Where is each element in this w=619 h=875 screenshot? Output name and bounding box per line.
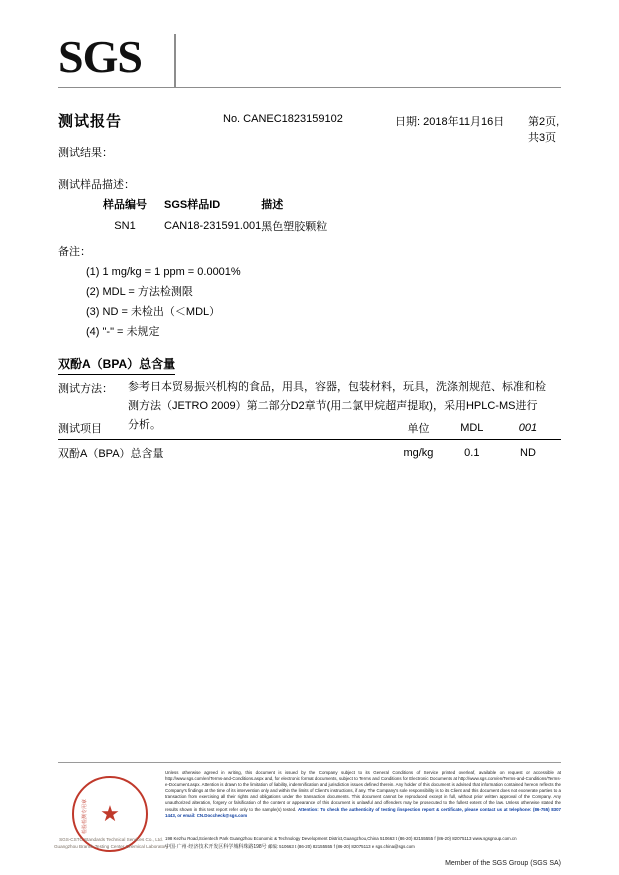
cell-result-001: ND xyxy=(520,447,536,459)
footer-verify-line: Attention: To check the authenticity of testing /inspection report & certificate, please contact us at telephone: (86-755) 8307 1443, or email: CN.Doccheck@sgs.com xyxy=(165,806,561,818)
star-icon: ★ xyxy=(100,801,120,826)
notes-list xyxy=(86,262,241,342)
stamp-caption-line2: Guangzhou Branch Testing Center Chemical Laboratory xyxy=(53,844,169,849)
cell-mdl: 0.1 xyxy=(464,447,480,459)
cell-sample-no: SN1 xyxy=(114,220,136,232)
footer-address-zh-tail: 邮编: 510663 t (86-20) 82155555 f (86-20) 82075113 e sgs.china@sgs.com xyxy=(267,843,415,849)
header-rule xyxy=(58,87,561,88)
sgs-logo xyxy=(58,31,178,86)
footer-rule xyxy=(58,762,561,763)
note-item: (2) MDL = 方法检测限 xyxy=(86,286,193,298)
col-header-mdl: MDL xyxy=(449,420,495,440)
report-date: 日期: 2018年11月16日 xyxy=(395,116,505,128)
notes-label: 备注： xyxy=(58,246,91,258)
table-header-row xyxy=(58,420,561,440)
cell-sgs-id: CAN18-231591.001 xyxy=(164,220,262,232)
footer-legal-text xyxy=(165,770,561,819)
footer-legal-paragraph: Unless otherwise agreed in writing, this document is issued by the Company subject to its General Conditions of Service printed overleaf, available on request or accessible at http://www.sgs.com/en/Terms-and-Conditions.aspx and, for electronic format documents, subject to Terms and Conditions for Electronic Documents at http://www.sgs.com/en/Terms-and-Conditions/Terms-e-Document.aspx. Attention is drawn to the limitation of liability, indemnification and jurisdiction issues defined therein. Any holder of this document is advised that information contained hereon reflects the Company's findings at the time of its intervention only and within the limits of Client's instructions, if any. The Company's sole responsibility is to its Client and this document does not exonerate parties to a transaction from exercising all their rights and obligations under the transaction documents. This document cannot be reproduced except in full, without prior written approval of the Company. Any unauthorized alteration, forgery or falsification of the content or appearance of this document is unlawful and offenders may be prosecuted to the fullest extent of the law. Unless otherwise stated the results shown in this test report refer only to the sample(s) tested. xyxy=(165,770,561,812)
stamp-caption-line1: SGS-CSTC Standards Technical Services Co., Ltd. xyxy=(59,837,163,842)
footer-member-line: Member of the SGS Group (SGS SA) xyxy=(445,860,561,867)
report-number: No. CANEC1823159102 xyxy=(223,113,343,125)
logo-divider-tick xyxy=(174,34,176,88)
note-item: (1) 1 mg/kg = 1 ppm = 0.0001% xyxy=(86,266,241,278)
test-method-text: 参考日本贸易振兴机构的食品，用具，容器，包装材料，玩具，洗涤剂规范、标准和检测方法（JETRO 2009）第二部分D2章节(用二氯甲烷超声提取)，采用HPLC-MS进行分析。 xyxy=(128,381,546,431)
table-header-row xyxy=(86,196,401,218)
cell-test-item: 双酚A（BPA）总含量 xyxy=(58,448,164,460)
section-heading-bpa: 双酚A（BPA）总含量 xyxy=(58,355,175,375)
stamp-arc-char: 检验检测专用章 xyxy=(81,798,88,834)
footer-address xyxy=(165,835,561,851)
col-header-sample-001: 001 xyxy=(495,420,561,440)
stamp-caption xyxy=(52,836,170,850)
cell-description: 黑色塑胶颗粒 xyxy=(261,221,328,233)
title-row xyxy=(58,110,561,144)
footer-address-en: 198 Kezhu Road,Scientech Park Guangzhou Economic & Technology Development District,Guangzhou,China 510663 t (86-20) 82155555 f (86-20) 82075113 www.sgsgroup.com.cn xyxy=(165,836,517,841)
sample-description-table xyxy=(86,196,401,234)
table-row xyxy=(86,218,401,234)
col-header-test-item: 测试项目 xyxy=(58,420,388,440)
test-method-label: 测试方法： xyxy=(58,383,113,395)
footer-address-zh: 中国·广州·经济技术开发区科学城科珠路198号 xyxy=(165,843,267,850)
official-stamp xyxy=(53,772,169,864)
test-results-label: 测试结果： xyxy=(58,147,113,159)
note-item: (4) "-" = 未规定 xyxy=(86,326,160,338)
table-row xyxy=(58,440,561,462)
col-header-sample-no: 样品编号 xyxy=(103,199,147,211)
result-table xyxy=(58,420,561,461)
page-title: 测试报告 xyxy=(58,113,123,130)
col-header-unit: 单位 xyxy=(388,420,449,440)
sample-description-label: 测试样品描述： xyxy=(58,179,135,191)
page-number: 第2页,共3页 xyxy=(528,116,560,144)
cell-unit: mg/kg xyxy=(403,447,434,459)
col-header-description: 描述 xyxy=(261,199,284,211)
sgs-logo-text: SGS xyxy=(58,31,142,82)
col-header-sgs-id: SGS样品ID xyxy=(164,199,221,211)
note-item: (3) ND = 未检出（＜MDL） xyxy=(86,306,221,318)
